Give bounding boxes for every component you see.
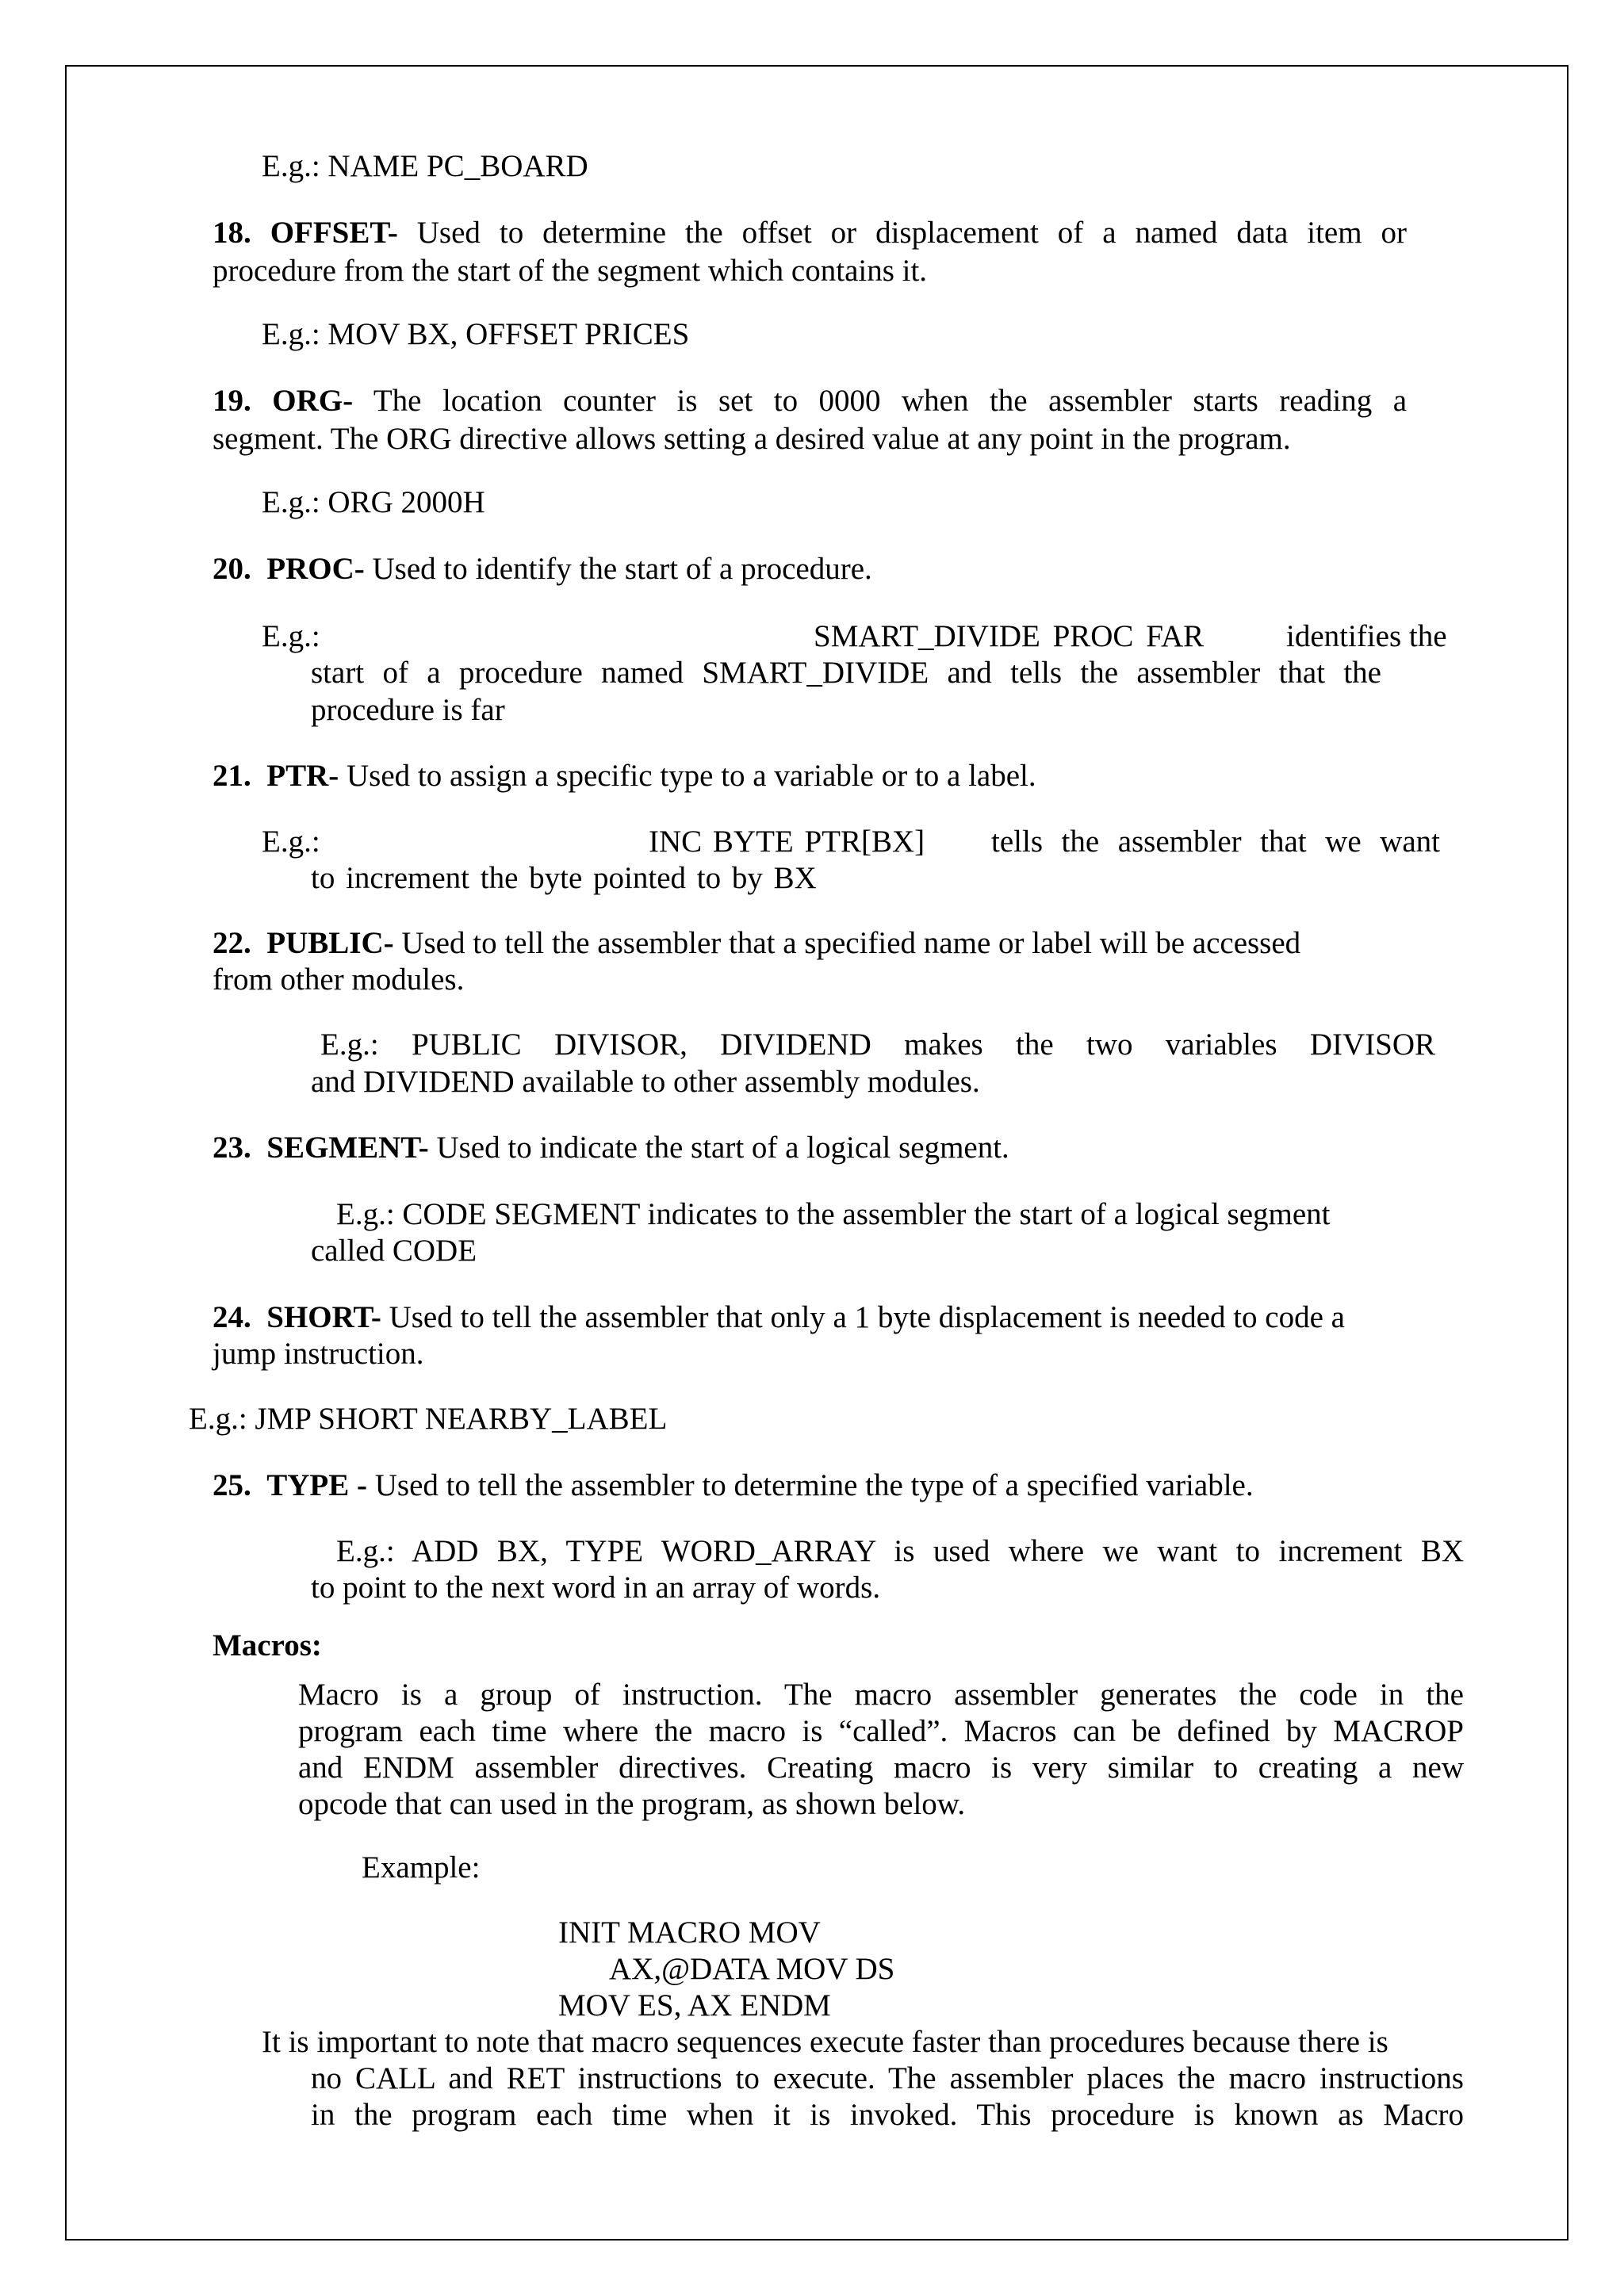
item-20-example-code: SMART_DIVIDE PROC FAR xyxy=(814,619,1205,653)
macros-para-line3: and ENDM assembler directives. Creating macro is very similar to creating a new xyxy=(298,1751,1464,1785)
item-23-term: SEGMENT- xyxy=(266,1131,429,1165)
item-23-line1 xyxy=(213,1132,1009,1163)
item-23-number: 23. xyxy=(213,1131,251,1165)
item-23-example-line2: called CODE xyxy=(311,1234,477,1268)
item-19-term: ORG- xyxy=(272,384,354,418)
item-22-line1 xyxy=(213,928,1300,959)
macros-para2-line2: no CALL and RET instructions to execute. The assembler places the macro instructions xyxy=(311,2061,1464,2095)
item-19-line2: segment. The ORG directive allows setting a desired value at any point in the program. xyxy=(213,422,1291,456)
item-20-line1 xyxy=(213,553,872,584)
item-24-line1 xyxy=(213,1302,1345,1333)
item-18-number: 18. xyxy=(213,216,251,250)
item-22-example-line1: E.g.: PUBLIC DIVISOR, DIVIDEND makes the two variables DIVISOR xyxy=(320,1027,1435,1062)
example-name: E.g.: NAME PC_BOARD xyxy=(262,149,588,183)
item-21-example-code: INC BYTE PTR[BX] xyxy=(649,825,925,859)
item-24-term: SHORT- xyxy=(266,1300,381,1334)
item-20-number: 20. xyxy=(213,552,251,586)
item-20-text: Used to identify the start of a procedure. xyxy=(372,552,872,586)
item-21-example-label: E.g.: xyxy=(262,825,320,859)
item-19-number: 19. xyxy=(213,384,251,418)
item-20-example-tail: identifies the xyxy=(1286,619,1447,653)
item-18-term: OFFSET- xyxy=(270,216,398,250)
item-23-text: Used to indicate the start of a logical segment. xyxy=(436,1131,1009,1165)
item-18-line2: procedure from the start of the segment which contains it. xyxy=(213,254,928,288)
item-25-example-line1: E.g.: ADD BX, TYPE WORD_ARRAY is used where we want to increment BX xyxy=(336,1534,1464,1568)
item-21-example-line2: to increment the byte pointed to by BX xyxy=(311,861,817,895)
item-18-example: E.g.: MOV BX, OFFSET PRICES xyxy=(262,317,690,351)
macros-para-line2: program each time where the macro is “called”. Macros can be defined by MACROP xyxy=(298,1714,1464,1748)
item-25-text: Used to tell the assembler to determine the type of a specified variable. xyxy=(374,1468,1254,1502)
item-21-text: Used to assign a specific type to a variable or to a label. xyxy=(347,759,1036,793)
macros-heading: Macros: xyxy=(213,1628,322,1663)
item-20-example-label: E.g.: xyxy=(262,619,320,653)
macros-code-line1: INIT MACRO MOV xyxy=(558,1915,821,1950)
item-18-text: Used to determine the offset or displacement of a named data item or xyxy=(416,216,1408,250)
item-19-example: E.g.: ORG 2000H xyxy=(262,485,485,519)
item-21-number: 21. xyxy=(213,759,251,793)
macros-code-line2: AX,@DATA MOV DS xyxy=(609,1952,895,1986)
item-20-term: PROC- xyxy=(266,552,365,586)
item-23-example-line1: E.g.: CODE SEGMENT indicates to the assembler the start of a logical segment xyxy=(336,1197,1331,1231)
item-25-term: TYPE - xyxy=(266,1468,367,1502)
item-22-term: PUBLIC- xyxy=(266,926,394,960)
item-22-line2: from other modules. xyxy=(213,962,465,997)
macros-example-label: Example: xyxy=(362,1850,481,1885)
macros-para-line1: Macro is a group of instruction. The macro assembler generates the code in the xyxy=(298,1678,1464,1712)
item-22-example-line2: and DIVIDEND available to other assembly modules. xyxy=(311,1065,980,1099)
item-24-text: Used to tell the assembler that only a 1 byte displacement is needed to code a xyxy=(389,1300,1345,1334)
item-24-example: E.g.: JMP SHORT NEARBY_LABEL xyxy=(189,1402,668,1436)
item-25-line1 xyxy=(213,1470,1254,1501)
item-20-example-line3: procedure is far xyxy=(311,693,505,727)
item-19-text: The location counter is set to 0000 when the assembler starts reading a xyxy=(373,384,1408,418)
item-24-line2: jump instruction. xyxy=(213,1337,424,1371)
item-22-number: 22. xyxy=(213,926,251,960)
macros-code-line3: MOV ES, AX ENDM xyxy=(558,1988,831,2022)
macros-para2-line1: It is important to note that macro sequences execute faster than procedures because there is xyxy=(262,2025,1388,2059)
item-24-number: 24. xyxy=(213,1300,251,1334)
item-18-line1 xyxy=(213,217,1407,248)
item-22-text: Used to tell the assembler that a specified name or label will be accessed xyxy=(401,926,1301,960)
item-20-example-line2: start of a procedure named SMART_DIVIDE and tells the assembler that the xyxy=(311,656,1381,690)
macros-para-line4: opcode that can used in the program, as shown below. xyxy=(298,1787,966,1821)
item-21-example-tail: tells the assembler that we want xyxy=(991,825,1440,859)
item-21-line1 xyxy=(213,760,1036,791)
item-21-term: PTR- xyxy=(266,759,339,793)
item-25-number: 25. xyxy=(213,1468,251,1502)
item-19-line1 xyxy=(213,385,1407,416)
macros-para2-line3: in the program each time when it is invoked. This procedure is known as Macro xyxy=(311,2098,1464,2132)
item-25-example-line2: to point to the next word in an array of words. xyxy=(311,1571,881,1605)
